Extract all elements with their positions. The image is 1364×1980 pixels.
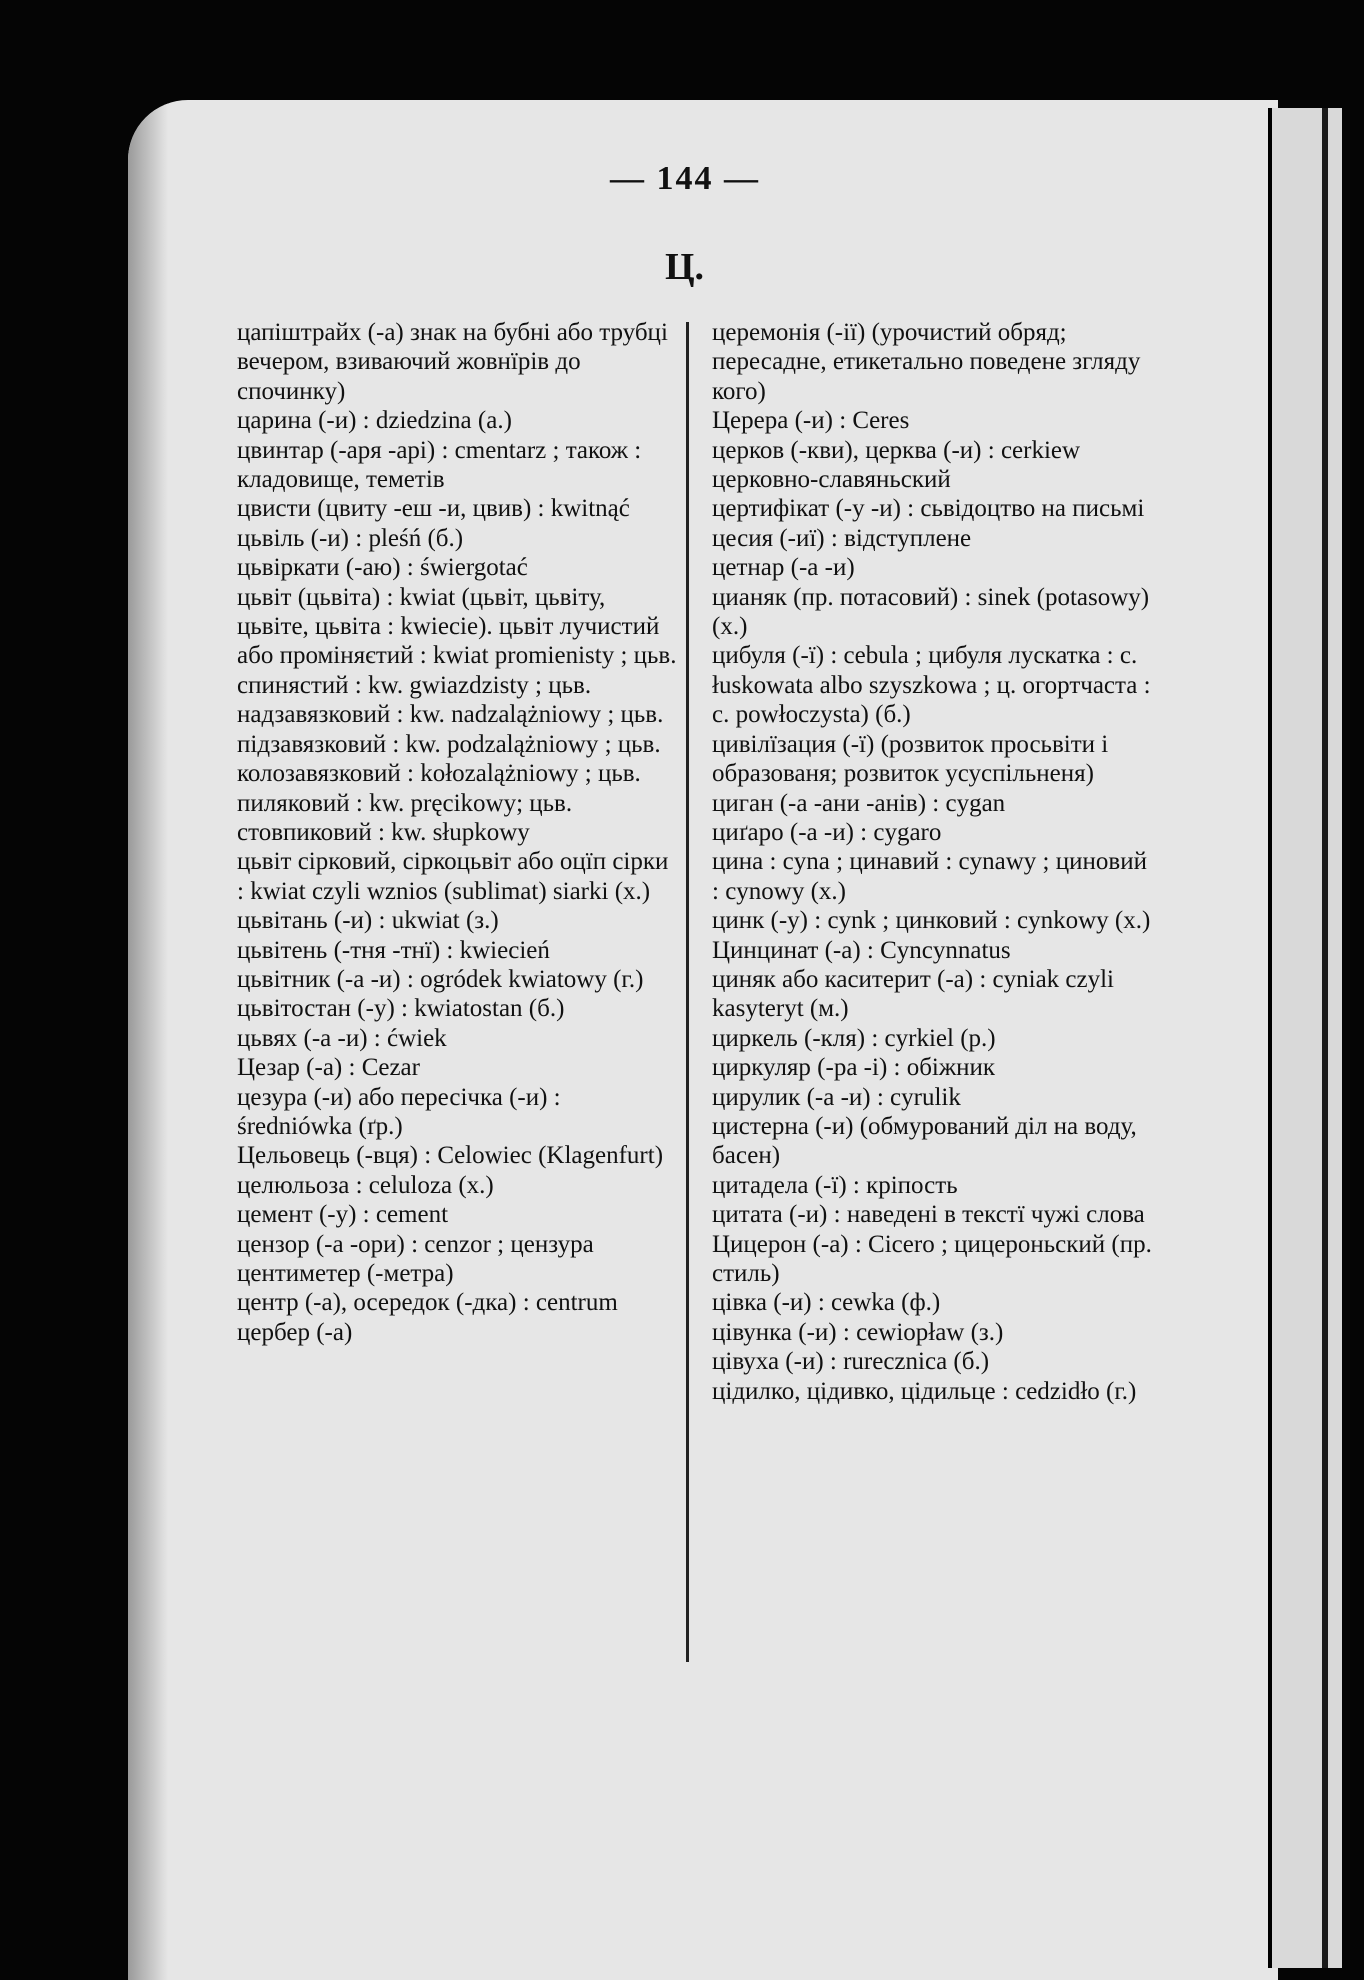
dictionary-entry: Цицерон (-а) : Cicero ; цицероньский (пр. стиль) <box>712 1230 1152 1287</box>
dictionary-entry: циган (-а -ани -анів) : cygan <box>712 789 1006 817</box>
dictionary-entry: цина : cyna ; цинавий : cynawy ; циновий : cynowy (х.) <box>712 848 1147 905</box>
dictionary-entry: церковно-славяньский <box>712 466 951 494</box>
dictionary-entry: цьвіт (цьвіта) : kwiat (цьвіт, цьвіту, цьвіте, цьвіта : kwiecie). цьвіт лучистий або проміняєтий : kwiat promienisty ; цьв. спинястий : kw. gwiazdzisty ; цьв. надзавязковий : kw. nadzalążniowy ; цьв. підзавязковий : kw. podzalążniowy ; цьв. колозавязковий : kołozalążniowy ; цьв. пиляковий : kw. pręcikowy; цьв. стовпиковий : kw. słupkowy <box>237 583 677 846</box>
next-page-edge <box>1268 108 1342 1968</box>
section-letter: Ц. <box>665 246 705 288</box>
dictionary-entry: цианяк (пр. потасовий) : sinek (potasowy) (х.) <box>712 583 1150 641</box>
dictionary-entry: цвисти (цвиту -еш -и, цвив) : kwitnąć <box>237 495 630 523</box>
dictionary-entry: циняк або каситерит (-а) : cyniak czyli kasyteryt (м.) <box>712 965 1115 1023</box>
dictionary-entry: цинк (-у) : cynk ; цинковий : cynkowy (х.) <box>712 907 1151 935</box>
dictionary-entry: цвинтар (-аря -арі) : cmentarz ; також : кладовище, теметів <box>237 436 642 494</box>
dictionary-entry: цензор (-а -ори) : cenzor ; цензура <box>237 1230 594 1258</box>
dictionary-entry: цербер (-а) <box>237 1318 353 1346</box>
page-fold <box>1322 108 1328 1968</box>
dictionary-entry: цівка (-и) : cewka (ф.) <box>712 1289 941 1317</box>
dictionary-entry: цесия (-иї) : відступлене <box>712 524 972 552</box>
dictionary-entry: цьвіркати (-аю) : świergotać <box>237 554 528 582</box>
left-column <box>237 318 677 1347</box>
dictionary-entry: центиметер (-метра) <box>237 1260 454 1287</box>
dictionary-entry: Цинцинат (-а) : Cyncynnatus <box>712 936 1011 964</box>
dictionary-entry: цьвіт сірковий, сіркоцьвіт або оцїп сірки : kwiat czyli wznios (sublimat) siarki (х.) <box>237 848 669 905</box>
dictionary-entry: царина (-и) : dziedzina (а.) <box>237 407 512 435</box>
dictionary-entry: циґаро (-а -и) : cygaro <box>712 818 942 846</box>
dictionary-entry: целюльоза : celuloza (х.) <box>237 1171 494 1199</box>
dictionary-entry: цирулик (-а -и) : cyrulik <box>712 1083 961 1111</box>
dictionary-entry: цибуля (-ї) : cebula ; цибуля лускатка : c. łuskowata albo szyszkowa ; ц. огортчаста : c. powłoczysta) (б.) <box>712 642 1151 729</box>
dictionary-entry: цівунка (-и) : cewiopław (з.) <box>712 1318 1004 1346</box>
dictionary-entry: цертифікат (-у -и) : сьвідоцтво на письмі <box>712 495 1145 523</box>
dictionary-entry: церков (-кви), церква (-и) : cerkiew <box>712 436 1081 464</box>
dictionary-entry: цитата (-и) : наведені в текстї чужі слова <box>712 1201 1145 1229</box>
dictionary-entry: цемент (-у) : cement <box>237 1201 449 1229</box>
dictionary-entry: цивілїзация (-ї) (розвиток просьвіти і образованя; розвиток усуспільненя) <box>712 730 1109 788</box>
dictionary-entry: цапіштрайх (-а) знак на бубні або трубці вечером, взиваючий жовнїрів до спочинку) <box>237 319 668 405</box>
dictionary-entry: цетнар (-а -и) <box>712 554 855 582</box>
page-number: — 144 — <box>610 160 760 197</box>
dictionary-entry: церемонія (-ії) (урочистий обряд; пересадне, етикетально поведене згляду кого) <box>712 319 1141 405</box>
dictionary-entry: цезура (-и) або пересічка (-и) : średniówka (ґр.) <box>237 1083 561 1140</box>
dictionary-entry: цідилко, цідивко, цідильце : cedzidło (г.) <box>712 1377 1137 1405</box>
dictionary-entry: цьвітник (-а -и) : ogródek kwiatowy (г.) <box>237 965 644 993</box>
dictionary-entry: цьвітень (-тня -тнї) : kwiecień <box>237 936 550 964</box>
dictionary-entry: Цельовець (-вця) : Celowiec (Klagenfurt) <box>237 1142 664 1170</box>
column-divider <box>686 322 689 1662</box>
dictionary-entry: цьвях (-а -и) : ćwiek <box>237 1024 447 1052</box>
dictionary-entry: цистерна (-и) (обмурований діл на воду, басен) <box>712 1112 1137 1170</box>
dictionary-entry: циркель (-кля) : cyrkiel (р.) <box>712 1024 996 1052</box>
dictionary-entry: Цезар (-а) : Cezar <box>237 1054 420 1082</box>
dictionary-entry: Церера (-и) : Ceres <box>712 407 910 435</box>
dictionary-entry: цьвітостан (-у) : kwiatostan (б.) <box>237 995 565 1023</box>
dictionary-entry: цівуха (-и) : rurecznica (б.) <box>712 1348 990 1376</box>
dictionary-entry: цьвіль (-и) : pleśń (б.) <box>237 524 464 552</box>
dictionary-entry: цьвітань (-и) : ukwiat (з.) <box>237 907 499 935</box>
dictionary-entry: цитадела (-ї) : кріпость <box>712 1171 958 1199</box>
right-column <box>712 318 1160 1406</box>
dictionary-entry: центр (-а), осередок (-дка) : centrum <box>237 1289 618 1317</box>
dictionary-entry: циркуляр (-ра -і) : обіжник <box>712 1054 996 1082</box>
page-shadow <box>128 100 168 1980</box>
